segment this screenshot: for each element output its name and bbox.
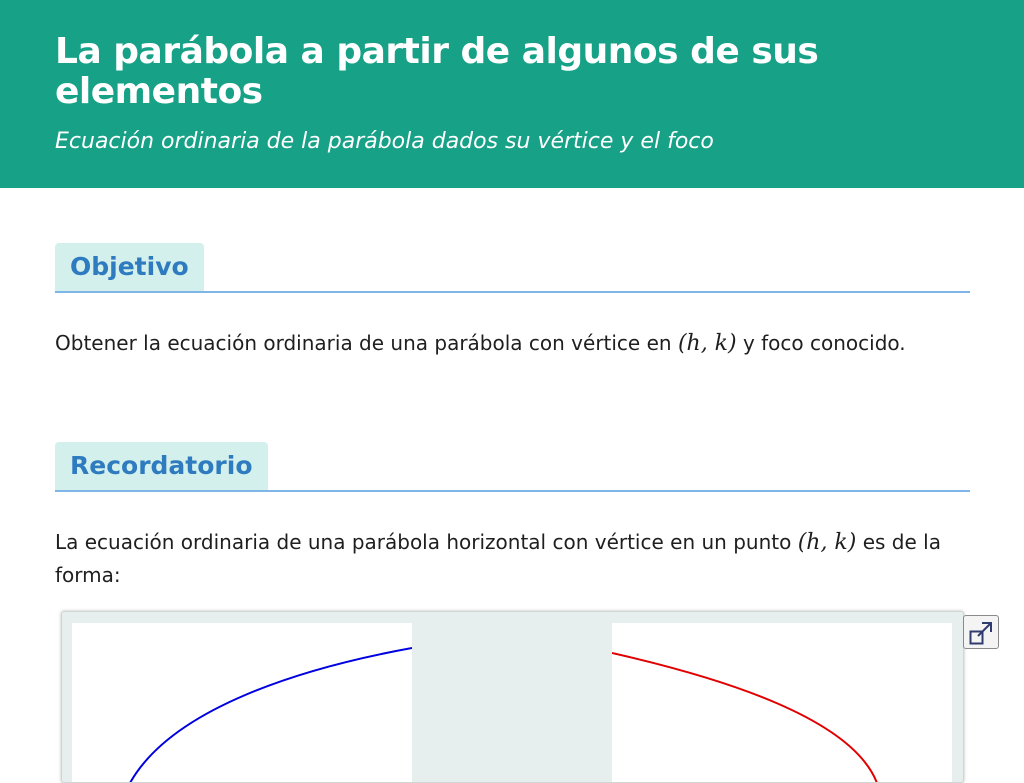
recordatorio-paragraph [55, 526, 970, 592]
right-parabola-panel [612, 623, 952, 783]
vertex-math: (h, k) [797, 530, 857, 555]
vertex-math: (h, k) [677, 331, 737, 356]
left-parabola-graph [72, 623, 412, 783]
section-heading-label: Recordatorio [55, 442, 268, 490]
objetivo-text-end: y foco conocido. [736, 331, 906, 355]
recordatorio-text-start: La ecuación ordinaria de una parábola horizontal con vértice en un punto [55, 530, 798, 554]
right-parabola-curve [612, 653, 877, 783]
left-parabola-panel [72, 623, 412, 783]
expand-icon [969, 621, 993, 645]
section-heading-recordatorio [55, 442, 970, 492]
page-subtitle: Ecuación ordinaria de la parábola dados su vértice y el foco [55, 129, 714, 154]
page-title: La parábola a partir de algunos de sus elementos [55, 31, 819, 112]
objetivo-paragraph [55, 327, 970, 360]
page-header [0, 0, 1024, 188]
interactive-applet[interactable] [61, 611, 964, 783]
recordatorio-text-end: es de la forma: [55, 530, 941, 587]
right-parabola-graph [612, 623, 952, 783]
section-heading-objetivo [55, 243, 970, 293]
left-parabola-curve [130, 648, 412, 783]
section-heading-label: Objetivo [55, 243, 204, 291]
fullscreen-button[interactable] [963, 615, 999, 649]
objetivo-text-start: Obtener la ecuación ordinaria de una parábola con vértice en [55, 331, 678, 355]
